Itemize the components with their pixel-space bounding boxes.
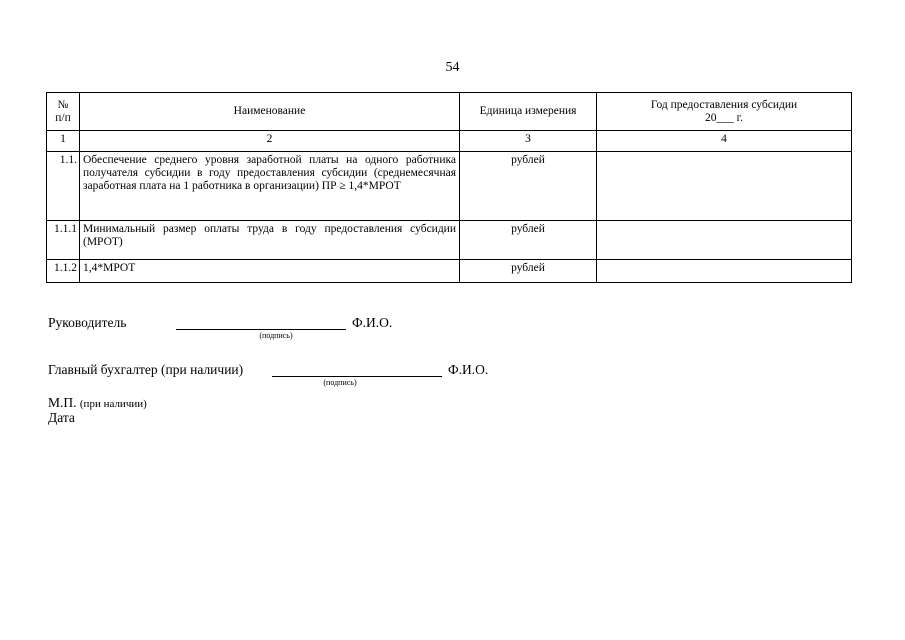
row-number: 1.1. xyxy=(47,152,80,221)
accountant-signature-line xyxy=(272,376,442,377)
column-number: 4 xyxy=(597,131,852,152)
row-value xyxy=(597,260,852,283)
column-numbers-row xyxy=(47,131,852,152)
accountant-signature-hint: (подпись) xyxy=(323,378,357,387)
column-number: 3 xyxy=(460,131,597,152)
row-value xyxy=(597,152,852,221)
stamp-label: М.П. xyxy=(48,395,77,410)
table-row xyxy=(47,260,852,283)
table-row xyxy=(47,152,852,221)
stamp-line xyxy=(48,395,147,411)
column-number: 2 xyxy=(80,131,460,152)
row-name: Минимальный размер оплаты труда в году предоставления субсидии (МРОТ) xyxy=(80,221,460,260)
head-signature-line xyxy=(176,329,346,330)
row-value xyxy=(597,221,852,260)
table-header-row xyxy=(47,93,852,131)
row-name: 1,4*МРОТ xyxy=(80,260,460,283)
accountant-fio: Ф.И.О. xyxy=(448,362,489,377)
page-number: 54 xyxy=(445,60,460,75)
header-year: Год предоставления субсидии 20___ г. xyxy=(597,93,852,131)
header-unit: Единица измерения xyxy=(460,93,597,131)
header-name: Наименование xyxy=(80,93,460,131)
row-number: 1.1.2 xyxy=(47,260,80,283)
column-number: 1 xyxy=(47,131,80,152)
subsidy-table xyxy=(46,92,852,283)
date-label: Дата xyxy=(48,410,75,425)
head-fio: Ф.И.О. xyxy=(352,315,393,330)
row-unit: рублей xyxy=(460,221,597,260)
row-name: Обеспечение среднего уровня заработной платы на одного работника получателя субсидии в году предоставления субсидии (среднемесячная заработная плата на 1 работника в организации) ПР ≥ 1,4*МРОТ xyxy=(80,152,460,221)
accountant-label: Главный бухгалтер (при наличии) xyxy=(48,362,244,377)
stamp-note: (при наличии) xyxy=(79,398,147,410)
table-row xyxy=(47,221,852,260)
head-label: Руководитель xyxy=(48,315,127,330)
row-unit: рублей xyxy=(460,260,597,283)
row-unit: рублей xyxy=(460,152,597,221)
header-number: № п/п xyxy=(47,93,80,131)
head-signature-hint: (подпись) xyxy=(259,331,293,340)
row-number: 1.1.1 xyxy=(47,221,80,260)
